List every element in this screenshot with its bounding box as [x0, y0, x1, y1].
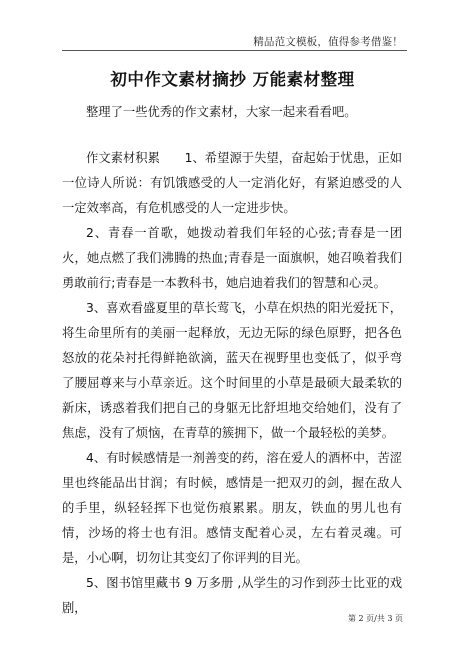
header-divider	[62, 50, 407, 51]
document-body	[62, 98, 402, 621]
body-paragraph: 4、有时候感情是一剂善变的药，溶在爱人的酒杯中，苦涩里也终能品出甘润；有时候，感情是一把双刃的剑，握在敌人的手里，纵轻轻挥下也觉伤痕累累。朋友，铁血的男儿也有情，沙场的将士也有泪。感情支配着心灵，左右着灵魂。可是，小心啊，切勿让其变幻了你评判的目光。	[62, 451, 402, 565]
body-paragraph: 作文素材积累 1、希望源于失望，奋起始于忧患，正如一位诗人所说：有饥饿感受的人一定消化好，有紧迫感受的人一定效率高，有危机感受的人一定进步快。	[62, 151, 402, 215]
body-paragraph: 3、喜欢看盛夏里的草长莺飞，小草在炽热的阳光爱抚下，将生命里所有的美丽一起释放，无边无际的绿色原野，把各色怒放的花朵衬托得鲜艳欲滴，蓝天在视野里也变低了，似乎弯了腰屈尊来与小草亲近。这个时间里的小草是最硕大最柔软的新床，诱惑着我们把自己的身躯无比舒坦地交给她们，没有了焦虑，没有了烦恼，在青草的簇拥下，做一个最轻松的美梦。	[62, 301, 402, 440]
document-title: 初中作文素材摘抄 万能素材整理	[110, 70, 355, 89]
intro-paragraph: 整理了一些优秀的作文素材，大家一起来看看吧。	[86, 105, 357, 119]
page-number: 第 2 页/共 3 页	[347, 614, 403, 623]
header-note: 精品范文模板，值得参考借鉴！	[253, 36, 403, 48]
body-paragraph: 5、图书馆里藏书 9 万多册 ,从学生的习作到莎士比亚的戏剧，	[62, 576, 402, 615]
body-paragraph: 2、青春一首歌，她拨动着我们年轻的心弦;青春是一团火，她点燃了我们沸腾的热血;青春是一面旗帜，她召唤着我们勇敢前行;青春是一本教科书，她启迪着我们的智慧和心灵。	[62, 226, 402, 290]
